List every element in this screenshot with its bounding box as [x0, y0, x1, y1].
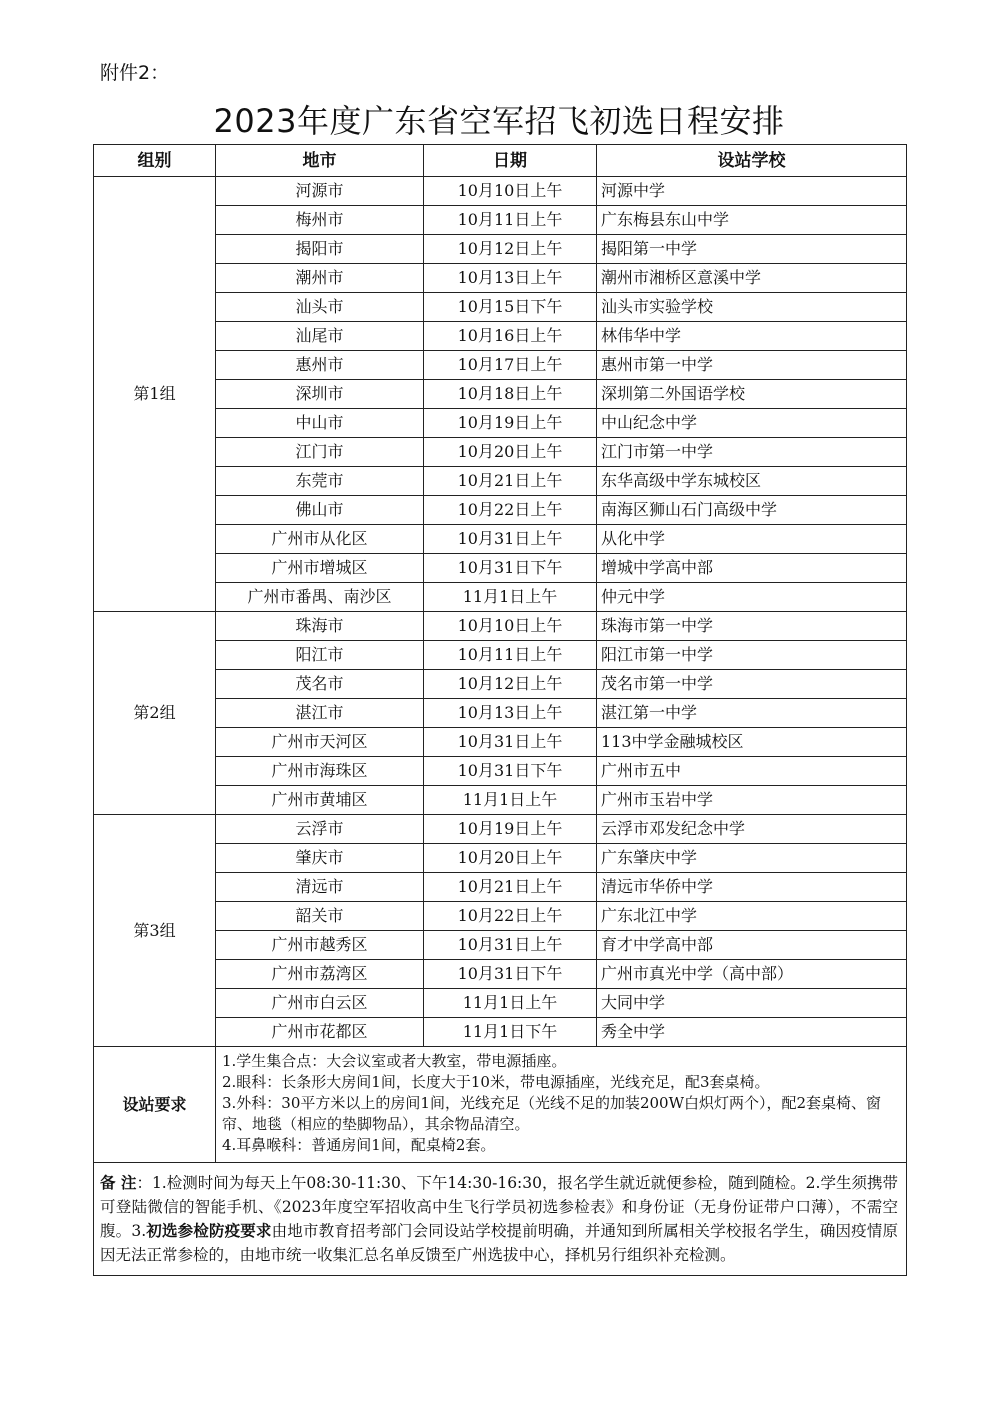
city-cell: 广州市黄埔区 — [216, 786, 424, 815]
date-cell: 10月11日上午 — [424, 641, 597, 670]
school-cell: 清远市华侨中学 — [597, 873, 907, 902]
date-cell: 10月20日上午 — [424, 438, 597, 467]
table-row — [94, 873, 907, 902]
table-row — [94, 699, 907, 728]
school-cell: 湛江第一中学 — [597, 699, 907, 728]
requirement-item: 3.外科：30平方米以上的房间1间，光线充足（光线不足的加装200W白炽灯两个），配2套桌椅、窗帘、地毯（相应的垫脚物品），其余物品清空。 — [222, 1094, 882, 1133]
city-cell: 江门市 — [216, 438, 424, 467]
table-row — [94, 612, 907, 641]
school-cell: 秀全中学 — [597, 1018, 907, 1047]
school-cell: 广州市玉岩中学 — [597, 786, 907, 815]
date-cell: 10月11日上午 — [424, 206, 597, 235]
note-content — [94, 1163, 907, 1276]
school-cell: 河源中学 — [597, 177, 907, 206]
city-cell: 惠州市 — [216, 351, 424, 380]
table-row — [94, 467, 907, 496]
date-cell: 10月10日上午 — [424, 612, 597, 641]
table-row — [94, 641, 907, 670]
table-row — [94, 989, 907, 1018]
school-cell: 阳江市第一中学 — [597, 641, 907, 670]
table-row — [94, 960, 907, 989]
city-cell: 广州市花都区 — [216, 1018, 424, 1047]
date-cell: 10月31日下午 — [424, 554, 597, 583]
table-row — [94, 902, 907, 931]
city-cell: 深圳市 — [216, 380, 424, 409]
school-cell: 广州市五中 — [597, 757, 907, 786]
attachment-label: 附件2： — [100, 62, 170, 84]
school-cell: 东华高级中学东城校区 — [597, 467, 907, 496]
table-row — [94, 844, 907, 873]
school-cell: 育才中学高中部 — [597, 931, 907, 960]
date-cell: 11月1日上午 — [424, 989, 597, 1018]
table-row — [94, 815, 907, 844]
date-cell: 11月1日上午 — [424, 583, 597, 612]
city-cell: 汕尾市 — [216, 322, 424, 351]
date-cell: 10月21日上午 — [424, 467, 597, 496]
date-cell: 10月19日上午 — [424, 815, 597, 844]
table-row — [94, 380, 907, 409]
school-cell: 江门市第一中学 — [597, 438, 907, 467]
city-cell: 广州市番禺、南沙区 — [216, 583, 424, 612]
city-cell: 肇庆市 — [216, 844, 424, 873]
table-row — [94, 1018, 907, 1047]
schedule-body — [94, 177, 907, 1047]
city-cell: 云浮市 — [216, 815, 424, 844]
table-row — [94, 206, 907, 235]
note-row — [94, 1163, 907, 1276]
group-name-cell: 第1组 — [94, 177, 216, 612]
date-cell: 10月31日上午 — [424, 525, 597, 554]
city-cell: 河源市 — [216, 177, 424, 206]
table-row — [94, 931, 907, 960]
table-row — [94, 322, 907, 351]
city-cell: 广州市从化区 — [216, 525, 424, 554]
school-cell: 林伟华中学 — [597, 322, 907, 351]
requirements-row — [94, 1047, 907, 1163]
city-cell: 茂名市 — [216, 670, 424, 699]
school-cell: 仲元中学 — [597, 583, 907, 612]
school-cell: 南海区狮山石门高级中学 — [597, 496, 907, 525]
school-cell: 汕头市实验学校 — [597, 293, 907, 322]
table-row — [94, 496, 907, 525]
date-cell: 10月15日下午 — [424, 293, 597, 322]
header-city: 地市 — [216, 145, 424, 177]
date-cell: 10月13日上午 — [424, 699, 597, 728]
group-name-cell: 第2组 — [94, 612, 216, 815]
school-cell: 广东北江中学 — [597, 902, 907, 931]
requirement-item: 2.眼科：长条形大房间1间，长度大于10米，带电源插座，光线充足，配3套桌椅。 — [222, 1073, 770, 1091]
date-cell: 10月19日上午 — [424, 409, 597, 438]
date-cell: 10月16日上午 — [424, 322, 597, 351]
city-cell: 广州市增城区 — [216, 554, 424, 583]
date-cell: 10月18日上午 — [424, 380, 597, 409]
group-name-cell: 第3组 — [94, 815, 216, 1047]
date-cell: 10月13日上午 — [424, 264, 597, 293]
table-row — [94, 409, 907, 438]
city-cell: 东莞市 — [216, 467, 424, 496]
date-cell: 10月20日上午 — [424, 844, 597, 873]
city-cell: 中山市 — [216, 409, 424, 438]
school-cell: 广东肇庆中学 — [597, 844, 907, 873]
city-cell: 广州市海珠区 — [216, 757, 424, 786]
school-cell: 茂名市第一中学 — [597, 670, 907, 699]
school-cell: 113中学金融城校区 — [597, 728, 907, 757]
note-text-part1: ：1.检测时间为每天上午08:30-11:30、下午14:30-16:30，报名学生就近就便参检，随到随检。2.学生须携带可登陆微信的智能手机、《2023年度空军招收高中生飞行学员初选参检表》和身份证（无身份证带户口薄），不需空腹。3. — [100, 1174, 898, 1240]
city-cell: 韶关市 — [216, 902, 424, 931]
table-row — [94, 264, 907, 293]
table-row — [94, 583, 907, 612]
table-row — [94, 525, 907, 554]
header-group: 组别 — [94, 145, 216, 177]
table-row — [94, 670, 907, 699]
school-cell: 大同中学 — [597, 989, 907, 1018]
school-cell: 深圳第二外国语学校 — [597, 380, 907, 409]
date-cell: 10月31日下午 — [424, 960, 597, 989]
table-row — [94, 757, 907, 786]
city-cell: 佛山市 — [216, 496, 424, 525]
city-cell: 阳江市 — [216, 641, 424, 670]
date-cell: 11月1日上午 — [424, 786, 597, 815]
page-title: 2023年度广东省空军招飞初选日程安排 — [213, 102, 785, 140]
date-cell: 10月22日上午 — [424, 902, 597, 931]
date-cell: 11月1日下午 — [424, 1018, 597, 1047]
date-cell: 10月31日下午 — [424, 757, 597, 786]
requirements-content — [216, 1047, 907, 1163]
school-cell: 珠海市第一中学 — [597, 612, 907, 641]
school-cell: 增城中学高中部 — [597, 554, 907, 583]
requirement-item: 1.学生集合点：大会议室或者大教室，带电源插座。 — [222, 1052, 567, 1070]
date-cell: 10月21日上午 — [424, 873, 597, 902]
school-cell: 从化中学 — [597, 525, 907, 554]
city-cell: 汕头市 — [216, 293, 424, 322]
date-cell: 10月17日上午 — [424, 351, 597, 380]
date-cell: 10月10日上午 — [424, 177, 597, 206]
city-cell: 珠海市 — [216, 612, 424, 641]
note-text-bold: 初选参检防疫要求 — [146, 1222, 272, 1240]
table-row — [94, 438, 907, 467]
school-cell: 广州市真光中学（高中部） — [597, 960, 907, 989]
date-cell: 10月12日上午 — [424, 235, 597, 264]
note-label: 备 注 — [100, 1174, 137, 1192]
city-cell: 清远市 — [216, 873, 424, 902]
date-cell: 10月12日上午 — [424, 670, 597, 699]
table-row — [94, 235, 907, 264]
table-row — [94, 351, 907, 380]
date-cell: 10月31日上午 — [424, 728, 597, 757]
city-cell: 湛江市 — [216, 699, 424, 728]
header-school: 设站学校 — [597, 145, 907, 177]
school-cell: 潮州市湘桥区意溪中学 — [597, 264, 907, 293]
city-cell: 广州市天河区 — [216, 728, 424, 757]
table-row — [94, 177, 907, 206]
requirements-label: 设站要求 — [94, 1047, 216, 1163]
school-cell: 广东梅县东山中学 — [597, 206, 907, 235]
school-cell: 惠州市第一中学 — [597, 351, 907, 380]
note-text-part2: 由地市教育招考部门会同设站学校提前明确，并通知到所属相关学校报名学生，确因疫情原因无法正常参检的，由地市统一收集汇总名单反馈至广州选拔中心，择机另行组织补充检测。 — [100, 1222, 898, 1264]
table-row — [94, 293, 907, 322]
schedule-table — [93, 144, 907, 1276]
requirement-item: 4.耳鼻喉科：普通房间1间，配桌椅2套。 — [222, 1136, 496, 1154]
city-cell: 广州市越秀区 — [216, 931, 424, 960]
table-row — [94, 786, 907, 815]
city-cell: 梅州市 — [216, 206, 424, 235]
table-row — [94, 554, 907, 583]
school-cell: 云浮市邓发纪念中学 — [597, 815, 907, 844]
school-cell: 揭阳第一中学 — [597, 235, 907, 264]
header-date: 日期 — [424, 145, 597, 177]
city-cell: 揭阳市 — [216, 235, 424, 264]
city-cell: 潮州市 — [216, 264, 424, 293]
city-cell: 广州市荔湾区 — [216, 960, 424, 989]
date-cell: 10月22日上午 — [424, 496, 597, 525]
city-cell: 广州市白云区 — [216, 989, 424, 1018]
table-row — [94, 728, 907, 757]
table-header-row — [94, 145, 907, 177]
date-cell: 10月31日上午 — [424, 931, 597, 960]
school-cell: 中山纪念中学 — [597, 409, 907, 438]
